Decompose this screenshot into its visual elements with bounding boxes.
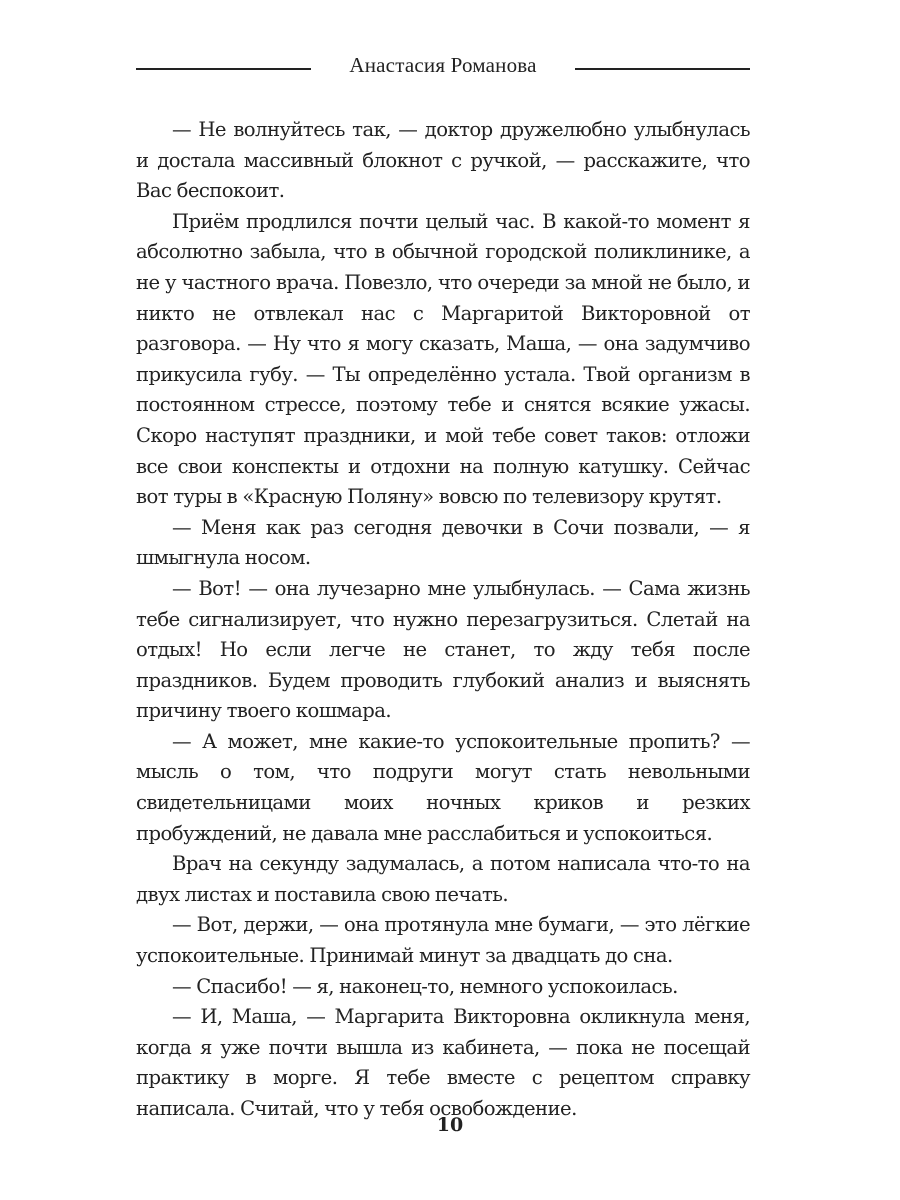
header-rule-right: [575, 68, 750, 70]
header-rule-left: [136, 68, 311, 70]
running-header: [136, 50, 750, 80]
paragraph: — Вот! — она лучезарно мне улыбнулась. — Сама жизнь тебе сигнализирует, что нужно перезагрузиться. Слетай на отдых! Но если легче не станет, то жду тебя после праздников. Будем проводить глубокий анализ и выяснять причину твоего кошмара.: [136, 576, 750, 723]
paragraph: Приём продлился почти целый час. В какой-то момент я абсолютно забыла, что в обычной городской поликлинике, а не у частного врача. Повезло, что очереди за мной не было, и никто не отвлекал нас с Маргаритой Викторовной от разговора. — Ну что я могу сказать, Маша, — она задумчиво прикусила губу. — Ты определённо устала. Твой организм в постоянном стрессе, поэтому тебе и снятся всякие ужасы. Скоро наступят праздники, и мой тебе совет таков: отложи все свои конспекты и отдохни на полную катушку. Сейчас вот туры в «Красную Поляну» вовсю по телевизору крутят.: [136, 209, 750, 509]
page-number: 10: [436, 1114, 464, 1136]
paragraph: — Меня как раз сегодня девочки в Сочи позвали, — я шмыгнула носом.: [136, 515, 750, 570]
paragraph: — Не волнуйтесь так, — доктор дружелюбно улыбнулась и достала массивный блокнот с ручкой, — расскажите, что Вас беспокоит.: [136, 118, 750, 203]
body-text: [136, 115, 750, 1125]
paragraph: Врач на секунду задумалась, а потом написала что-то на двух листах и поставила свою печать.: [136, 852, 750, 906]
paragraph: — Спасибо! — я, наконец-то, немного успокоилась.: [172, 974, 678, 998]
paragraph: — А может, мне какие-то успокоительные пропить? — мысль о том, что подруги могут стать невольными свидетельницами моих ночных криков и резких пробуждений, не давала мне расслабиться и успокоиться.: [136, 729, 750, 845]
paragraph: — Вот, держи, — она протянула мне бумаги, — это лёгкие успокоительные. Принимай минут за двадцать до сна.: [136, 913, 750, 968]
paragraph: — И, Маша, — Маргарита Викторовна окликнула меня, когда я уже почти вышла из кабинета, — пока не посещай практику в морге. Я тебе вместе с рецептом справку написала. Считай, что у тебя освобождение.: [136, 1005, 750, 1120]
author-name: Анастасия Романова: [349, 52, 537, 77]
